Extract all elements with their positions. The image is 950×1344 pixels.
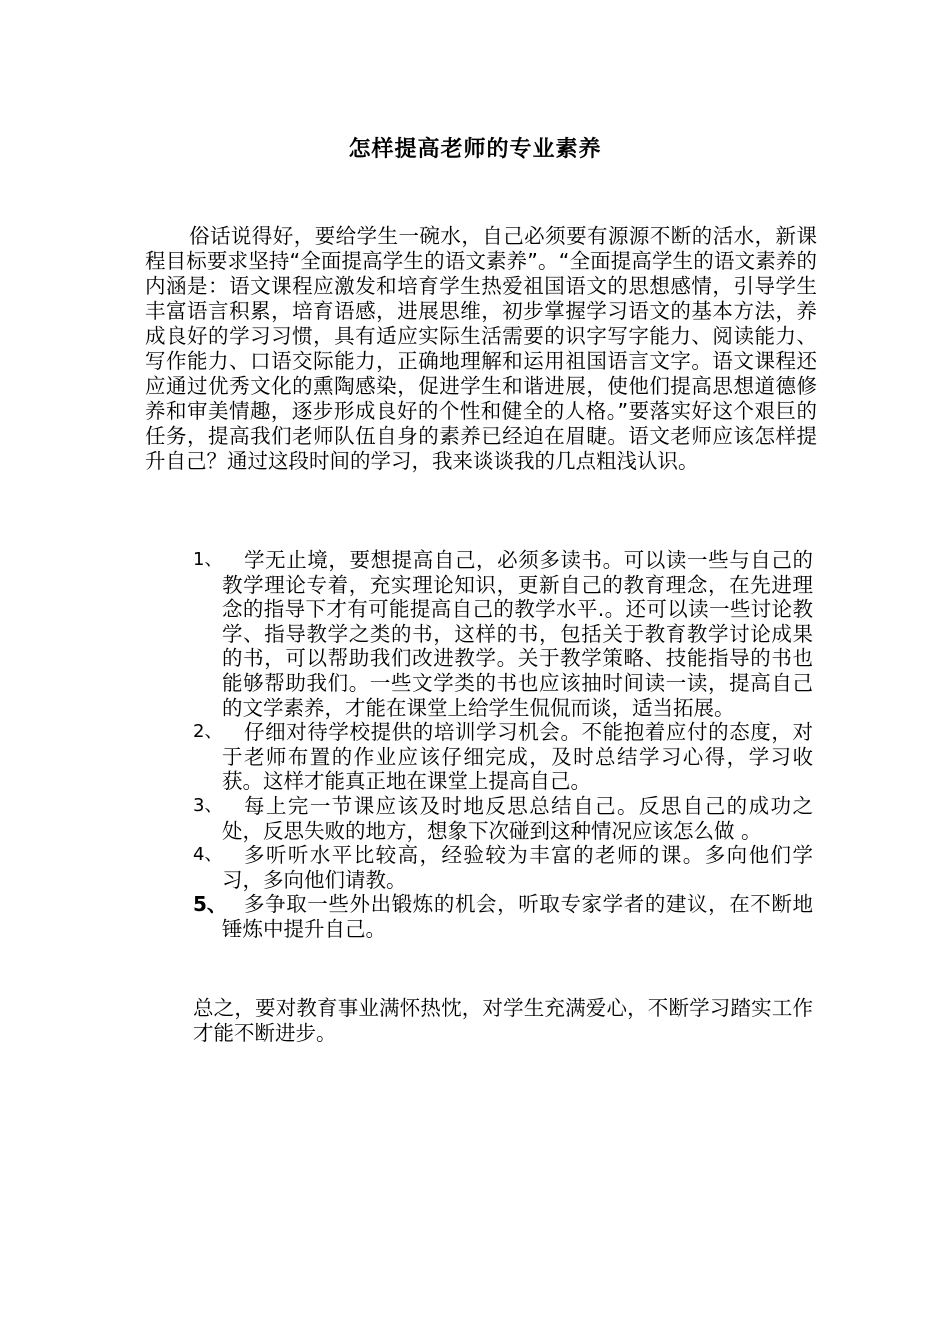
list-item xyxy=(193,720,813,794)
list-item xyxy=(193,843,813,892)
list-item-number: 4、 xyxy=(193,844,223,866)
list-item xyxy=(193,548,813,720)
conclusion-paragraph: 总之，要对教育事业满怀热忱，对学生充满爱心，不断学习踏实工作才能不断进步。 xyxy=(193,996,813,1045)
list-item-number: 3、 xyxy=(193,794,223,816)
numbered-list xyxy=(193,548,813,942)
list-item-text: 多听听水平比较高，经验较为丰富的老师的课。多向他们学习，多向他们请教。 xyxy=(222,843,813,892)
document-title: 怎样提高老师的专业素养 xyxy=(348,137,602,162)
intro-paragraph: 俗话说得好，要给学生一碗水，自己必须要有源源不断的活水，新课程目标要求坚持“全面提高学生的语文素养”。“全面提高学生的语文素养的内涵是：语文课程应激发和培育学生热爱祖国语文的思想感情，引导学生丰富语言积累，培育语感，进展思维，初步掌握学习语文的基本方法，养成良好的学习习惯，具有适应实际生活需要的识字写字能力、阅读能力、写作能力、口语交际能力，正确地理解和运用祖国语言文字。语文课程还应通过优秀文化的熏陶感染，促进学生和谐进展，使他们提高思想道德修养和审美情趣，逐步形成良好的个性和健全的人格。”要落实好这个艰巨的任务，提高我们老师队伍自身的素养已经迫在眉睫。语文老师应该怎样提升自己？通过这段时间的学习，我来谈谈我的几点粗浅认识。 xyxy=(145,224,817,473)
list-item-text: 每上完一节课应该及时地反思总结自己。反思自己的成功之处，反思失败的地方，想象下次碰到这种情况应该怎么做 。 xyxy=(222,793,813,843)
list-item xyxy=(193,892,813,941)
list-item-number: 5、 xyxy=(193,892,227,917)
list-item xyxy=(193,794,813,843)
list-item-text: 学无止境，要想提高自己，必须多读书。可以读一些与自己的教学理论专着，充实理论知识，更新自己的教育理念，在先进理念的指导下才有可能提高自己的教学水平.。还可以读一些讨论教学、指导教学之类的书，这样的书，包括关于教育教学讨论成果的书，可以帮助我们改进教学。关于教学策略、技能指导的书也能够帮助我们。一些文学类的书也应该抽时间读一读，提高自己的文学素养，才能在课堂上给学生侃侃而谈，适当拓展。 xyxy=(222,548,813,720)
list-item-number: 1、 xyxy=(193,549,223,570)
list-item-text: 多争取一些外出锻炼的机会，听取专家学者的建议，在不断地锤炼中提升自己。 xyxy=(222,892,813,941)
list-item-text: 仔细对待学校提供的培训学习机会。不能抱着应付的态度，对于老师布置的作业应该仔细完成，及时总结学习心得，学习收获。这样才能真正地在课堂上提高自己。 xyxy=(222,720,813,794)
list-item-number: 2、 xyxy=(193,721,223,743)
